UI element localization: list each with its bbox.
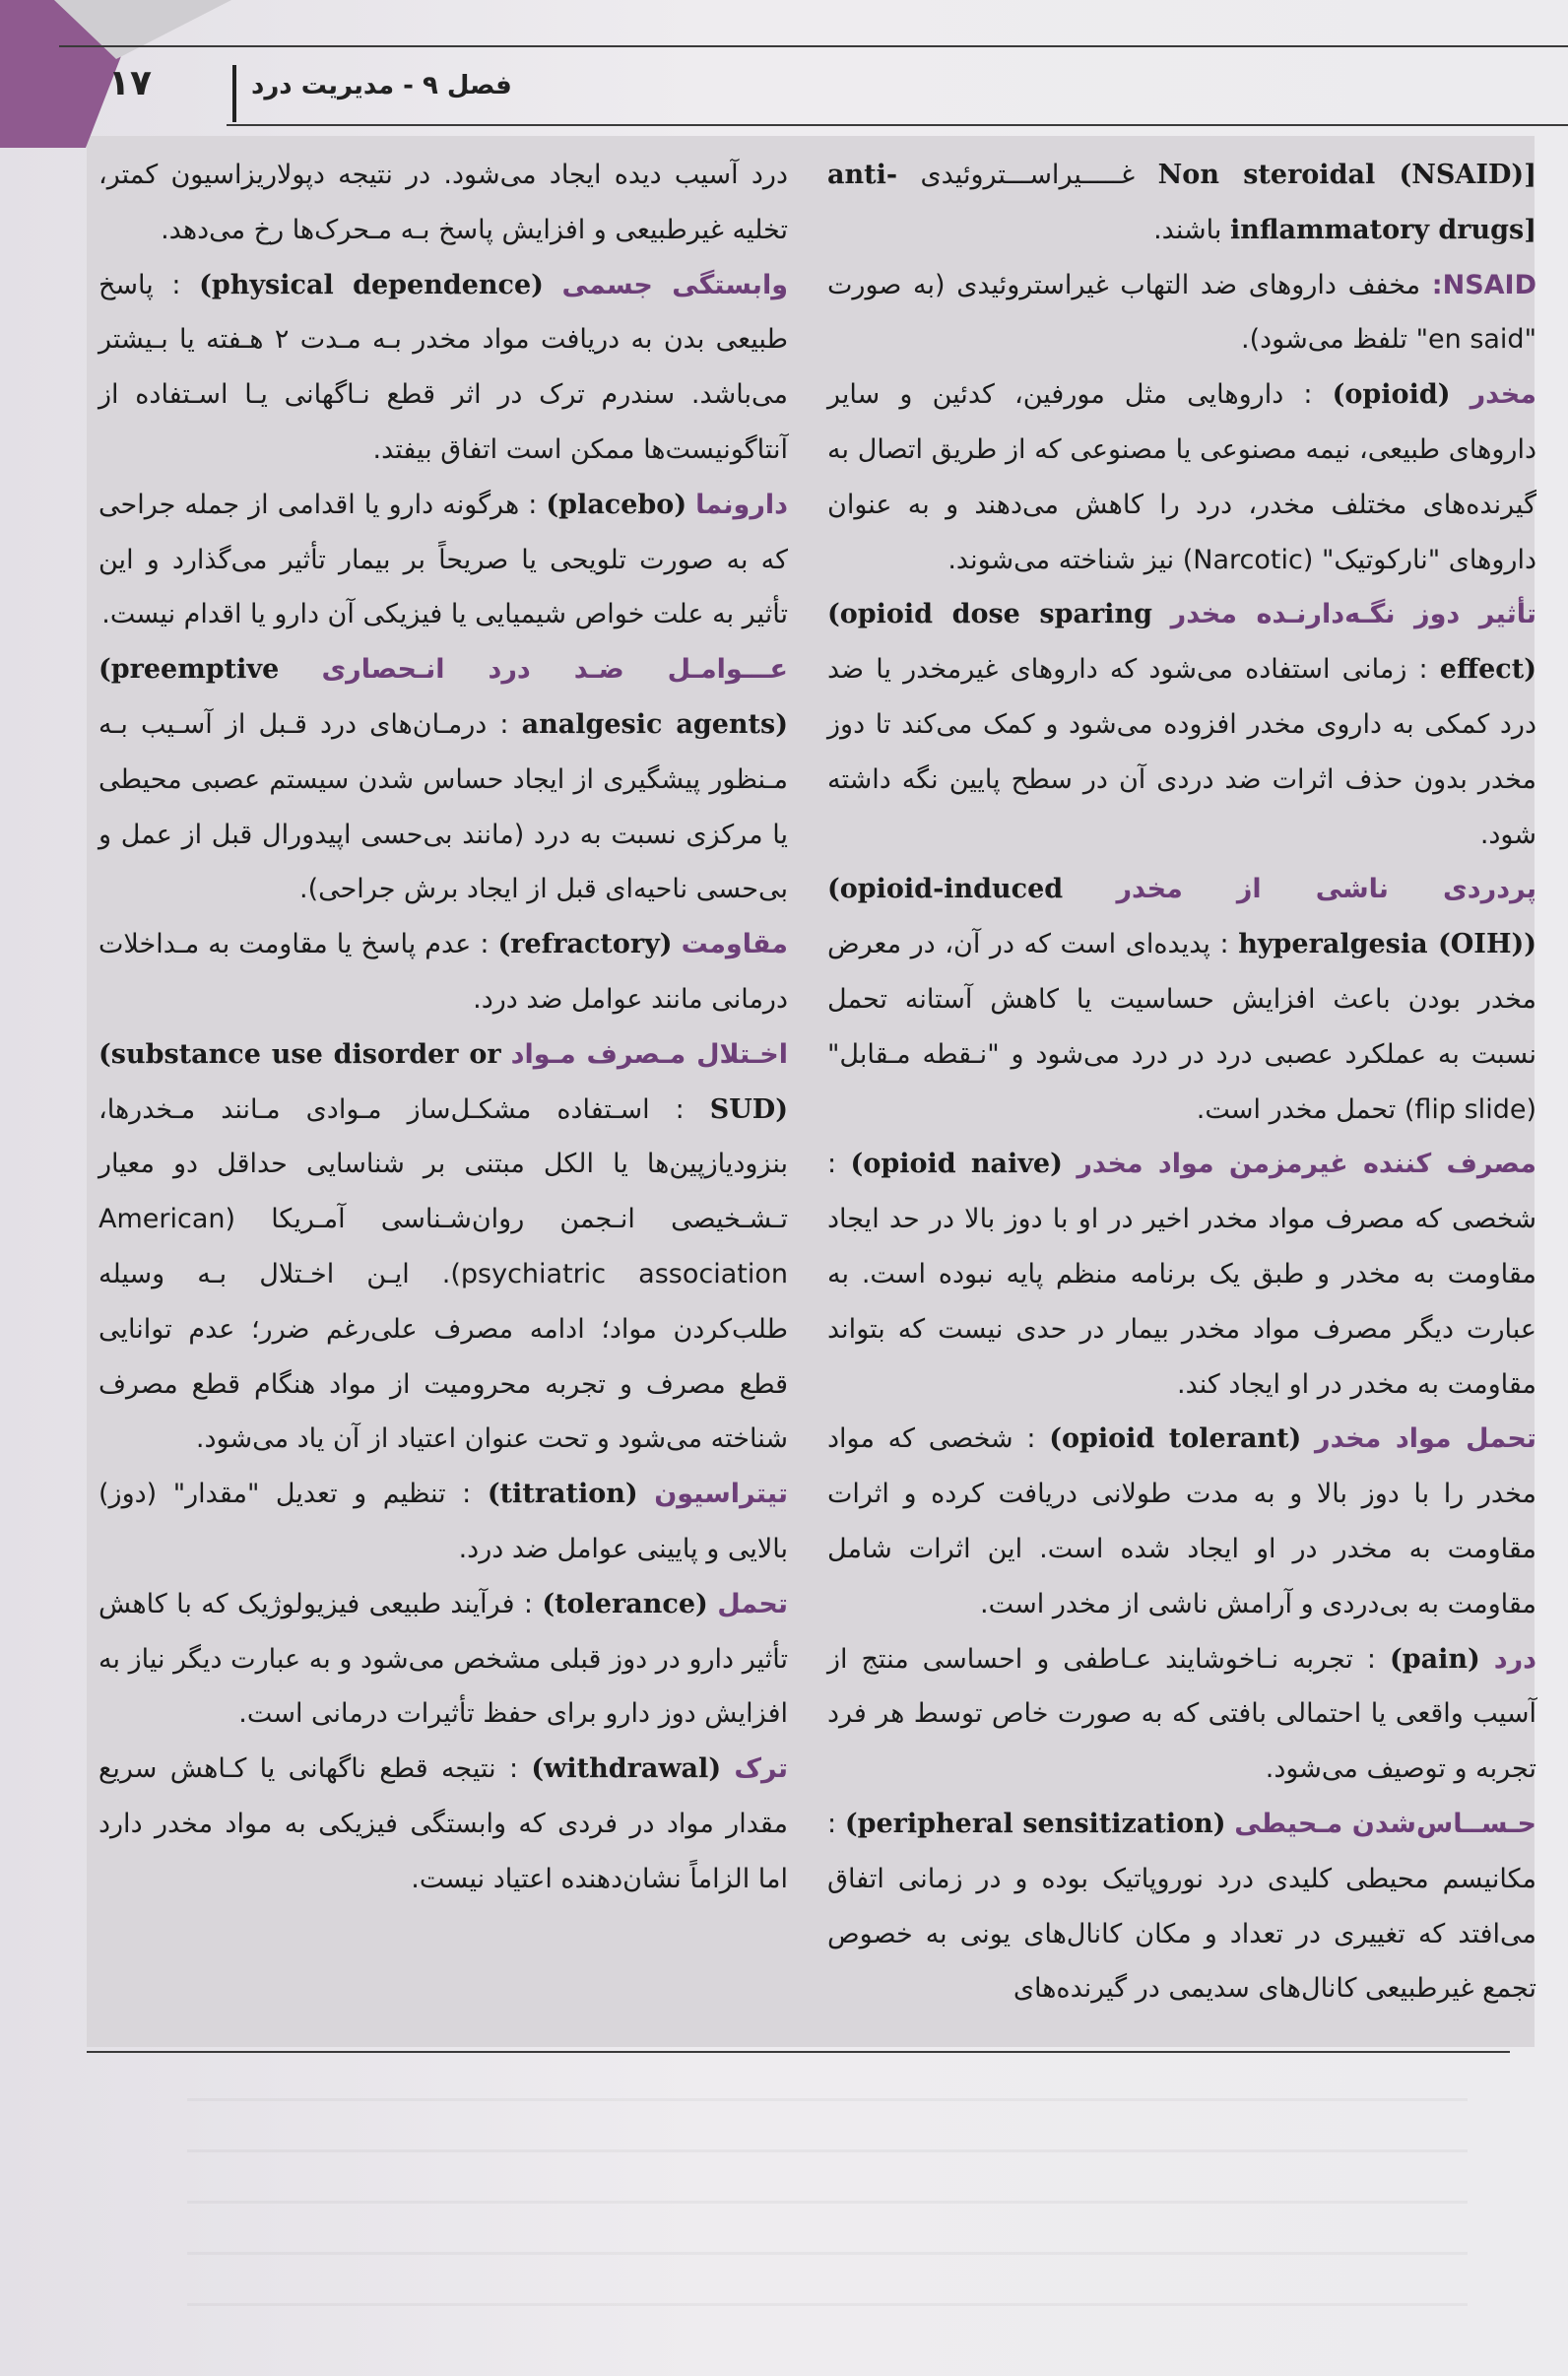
definition-text: : زمانی استفاده می‌شود که داروهای غیرمخدر یا ضد درد کمکی به داروی مخدر افزوده می‌شود و کمک می‌کند تا دوز مخدر بدون حذف اثرات ضد دردی آن در سطح پایین نگه داشته شود. (827, 654, 1536, 850)
bottom-rule (87, 2051, 1510, 2053)
glossary-entry (98, 1027, 788, 1467)
glossary-term: تحمل (717, 1588, 788, 1619)
english-term: anti-inflammatory drugs] (827, 160, 1536, 245)
english-term: (refractory) (497, 929, 673, 960)
glossary-entry (827, 1412, 1536, 1631)
glossary-term: پردردی ناشی از مخدر (1116, 874, 1536, 905)
english-term: (opioid) (1332, 379, 1451, 411)
english-term: (withdrawal) (531, 1753, 722, 1785)
right-column (827, 148, 1536, 2016)
left-column (98, 148, 788, 1907)
glossary-term: درد (1493, 1643, 1536, 1675)
bleed-through-text (187, 2098, 1468, 2335)
glossary-term: مخدر (1470, 379, 1536, 411)
english-term: (preemptive analgesic agents) (98, 654, 788, 740)
english-term: (peripheral sensitization) (844, 1808, 1226, 1839)
definition-text: غـــــیراســـتروئیدی (920, 160, 1136, 190)
glossary-entry (827, 258, 1536, 368)
definition-text: درد آسیب دیده ایجاد می‌شود. در نتیجه دپولاریزاسیون کمتر، تخلیه غیرطبیعی و افزایش پاسخ بـه مـحرک‌ها رخ می‌دهد. (98, 160, 788, 245)
glossary-entry (827, 1137, 1536, 1412)
glossary-entry (827, 367, 1536, 587)
glossary-term: مصرف کننده غیرمزمن مواد مخدر (1077, 1149, 1536, 1180)
glossary-term: اخـتلال مـصرف مـواد (510, 1038, 788, 1070)
chapter-title: فصل ۹ - مدیریت درد (251, 71, 512, 100)
english-term: (tolerance) (542, 1588, 708, 1619)
definition-text: : پاسخ طبیعی بدن به دریافت مواد مخدر بـه مـدت ۲ هـفته یا بـیشتر می‌باشد. سندرم ترک در اثر قطع نـاگهانی یـا اسـتفاده از آنتاگونیست‌ها ممکن است اتفاق بیفتد. (98, 269, 788, 465)
definition-text: : پدیده‌ای است که در آن، در معرض مخدر بودن باعث افزایش حساسیت یا کاهش آستانه تحمل نسبت به عملکرد عصبی درد در درد می‌شود و "نـقطه مـقابل" (flip slide) تحمل مخدر است. (827, 929, 1536, 1125)
page-number: ۱۷ (108, 63, 152, 103)
glossary-term: تأثیر دوز نگـه‌دارنـده مخدر (1170, 599, 1536, 630)
glossary-entry (98, 917, 788, 1027)
header-rule (227, 124, 1568, 126)
english-term: (pain) (1389, 1643, 1480, 1675)
glossary-term: وابستگی جسمی (561, 269, 788, 300)
english-term: (opioid-induced hyperalgesia (OIH)) (827, 874, 1536, 960)
glossary-term: NSAID: (1431, 269, 1536, 300)
glossary-entry (98, 478, 788, 642)
definition-text: : عدم پاسخ یا مقاومت به مـداخلات درمانی مانند عوامل ضد درد. (98, 929, 788, 1015)
definition-text: : هرگونه دارو یا اقدامی از جمله جراحی که به صورت تلویحی یا صریحاً بر بیمار تأثیر می‌گذارد و این تأثیر به علت خواص شیمیایی یا فیزیکی آن دارو یا اقدام نیست. (98, 489, 788, 630)
glossary-entry (827, 862, 1536, 1137)
header-separator (232, 65, 236, 122)
header-rule (59, 45, 1568, 47)
glossary-term: مقاومت (681, 929, 788, 960)
glossary-entry (98, 1467, 788, 1577)
english-term: (physical dependence) (199, 269, 544, 300)
definition-text: : فرآیند طبیعی فیزیولوژیک که با کاهش تأثیر دارو در دوز قبلی مشخص می‌شود و به عبارت دیگر نیاز به افزایش دوز دارو برای حفظ تأثیرات درمانی است. (98, 1588, 788, 1730)
glossary-term: عـــوامـل ضـد درد انـحصاری (321, 654, 788, 686)
glossary-entry (827, 148, 1536, 258)
english-term: (substance use disorder or SUD) (98, 1038, 788, 1125)
definition-text: : شخصی که مصرف مواد مخدر اخیر در او با دوز بالا در حد ایجاد مقاومت به مخدر و طبق یک برنامه منظم پایه نبوده است. به عبارت دیگر مصرف مواد مخدر بیمار در حدی نیست که بتواند مقاومت به مخدر در او ایجاد کند. (827, 1149, 1536, 1400)
definition-text: : درمـان‌های درد قـبل از آسـیب بـه مـنظور پیشگیری از ایجاد حساس شدن سیستم عصبی محیطی یا مرکزی نسبت به درد (مانند بی‌حسی اپیدورال قبل از عمل و بی‌حسی ناحیه‌ای قبل از ایجاد برش جراحی). (98, 708, 788, 905)
english-term: Non steroidal (NSAID)] (1157, 160, 1536, 190)
glossary-term: حـســاس‌شدن مـحیطی (1234, 1808, 1536, 1839)
definition-text: : تنظیم و تعدیل "مقدار" (دوز) بالایی و پایینی عوامل ضد درد. (98, 1479, 788, 1564)
definition-text: باشند. (1153, 214, 1222, 245)
english-term: (opioid tolerant) (1049, 1423, 1302, 1455)
glossary-entry (98, 1742, 788, 1906)
definition-text: مخفف داروهای ضد التهاب غیراستروئیدی (به صورت "en said" تلفظ می‌شود). (827, 269, 1536, 356)
glossary-entry (827, 587, 1536, 862)
glossary-entry (827, 1632, 1536, 1797)
glossary-term: دارونما (695, 489, 788, 520)
glossary-term: تحمل مواد مخدر (1315, 1423, 1536, 1455)
english-term: (placebo) (546, 489, 687, 520)
definition-text: : اسـتفاده مشکـل‌ساز مـوادی مـانند مـخدرها، بنزودیازپین‌ها یا الکل مبتنی بر شناسایی حداقل دو معیار تـشـخیصی انـجمن روان‌شـناسی آمـریکا (American psychiatric association). ایـن اخـتلال بـه وسیله طلب‌کردن مواد؛ ادامه مصرف علی‌رغم ضرر؛ عدم توانایی قطع مصرف و تجربه محرومیت از مواد هنگام قطع مصرف شناخته می‌شود و تحت عنوان اعتیاد از آن یاد می‌شود. (98, 1093, 788, 1455)
glossary-entry (98, 148, 788, 258)
glossary-term: ترک (734, 1753, 788, 1785)
glossary-entry (98, 642, 788, 917)
definition-text: : مکانیسم محیطی کلیدی درد نوروپاتیک بوده و در زمانی اتفاق می‌افتد که تغییری در تعداد و مکان کانال‌های یونی به خصوص تجمع غیرطبیعی کانال‌های سدیمی در گیرنده‌های (827, 1808, 1536, 2005)
glossary-entry (827, 1797, 1536, 2016)
definition-text: : تجربه نـاخوشایند عـاطفی و احساسی منتج از آسیب واقعی یا احتمالی بافتی که به صورت خاص توسط هر فرد تجربه و توصیف می‌شود. (827, 1643, 1536, 1785)
english-term: (titration) (487, 1479, 638, 1510)
glossary-term: تیتراسیون (654, 1479, 788, 1510)
definition-text: : نتیجه قطع ناگهانی یا کـاهش سریع مقدار مواد در فردی که وابستگی فیزیکی به مواد مخدر دارد اما الزاماً نشان‌دهنده اعتیاد نیست. (98, 1753, 788, 1894)
definition-text: : شخصی که مواد مخدر را با دوز بالا و به مدت طولانی دریافت کرده و اثرات مقاومت به مخدر در او ایجاد شده است. این اثرات شامل مقاومت به بی‌دردی و آرامش ناشی از مخدر است. (827, 1423, 1536, 1619)
definition-text: : داروهایی مثل مورفین، کدئین و سایر داروهای طبیعی، نیمه مصنوعی یا مصنوعی که از طریق اتصال به گیرنده‌های مختلف مخدر، درد را کاهش می‌دهند و به عنوان داروهای "نارکوتیک" (Narcotic) نیز شناخته می‌شوند. (827, 379, 1536, 575)
english-term: (opioid dose sparing effect) (827, 599, 1536, 686)
glossary-entry (98, 258, 788, 478)
english-term: (opioid naive) (850, 1149, 1063, 1180)
glossary-entry (98, 1577, 788, 1742)
